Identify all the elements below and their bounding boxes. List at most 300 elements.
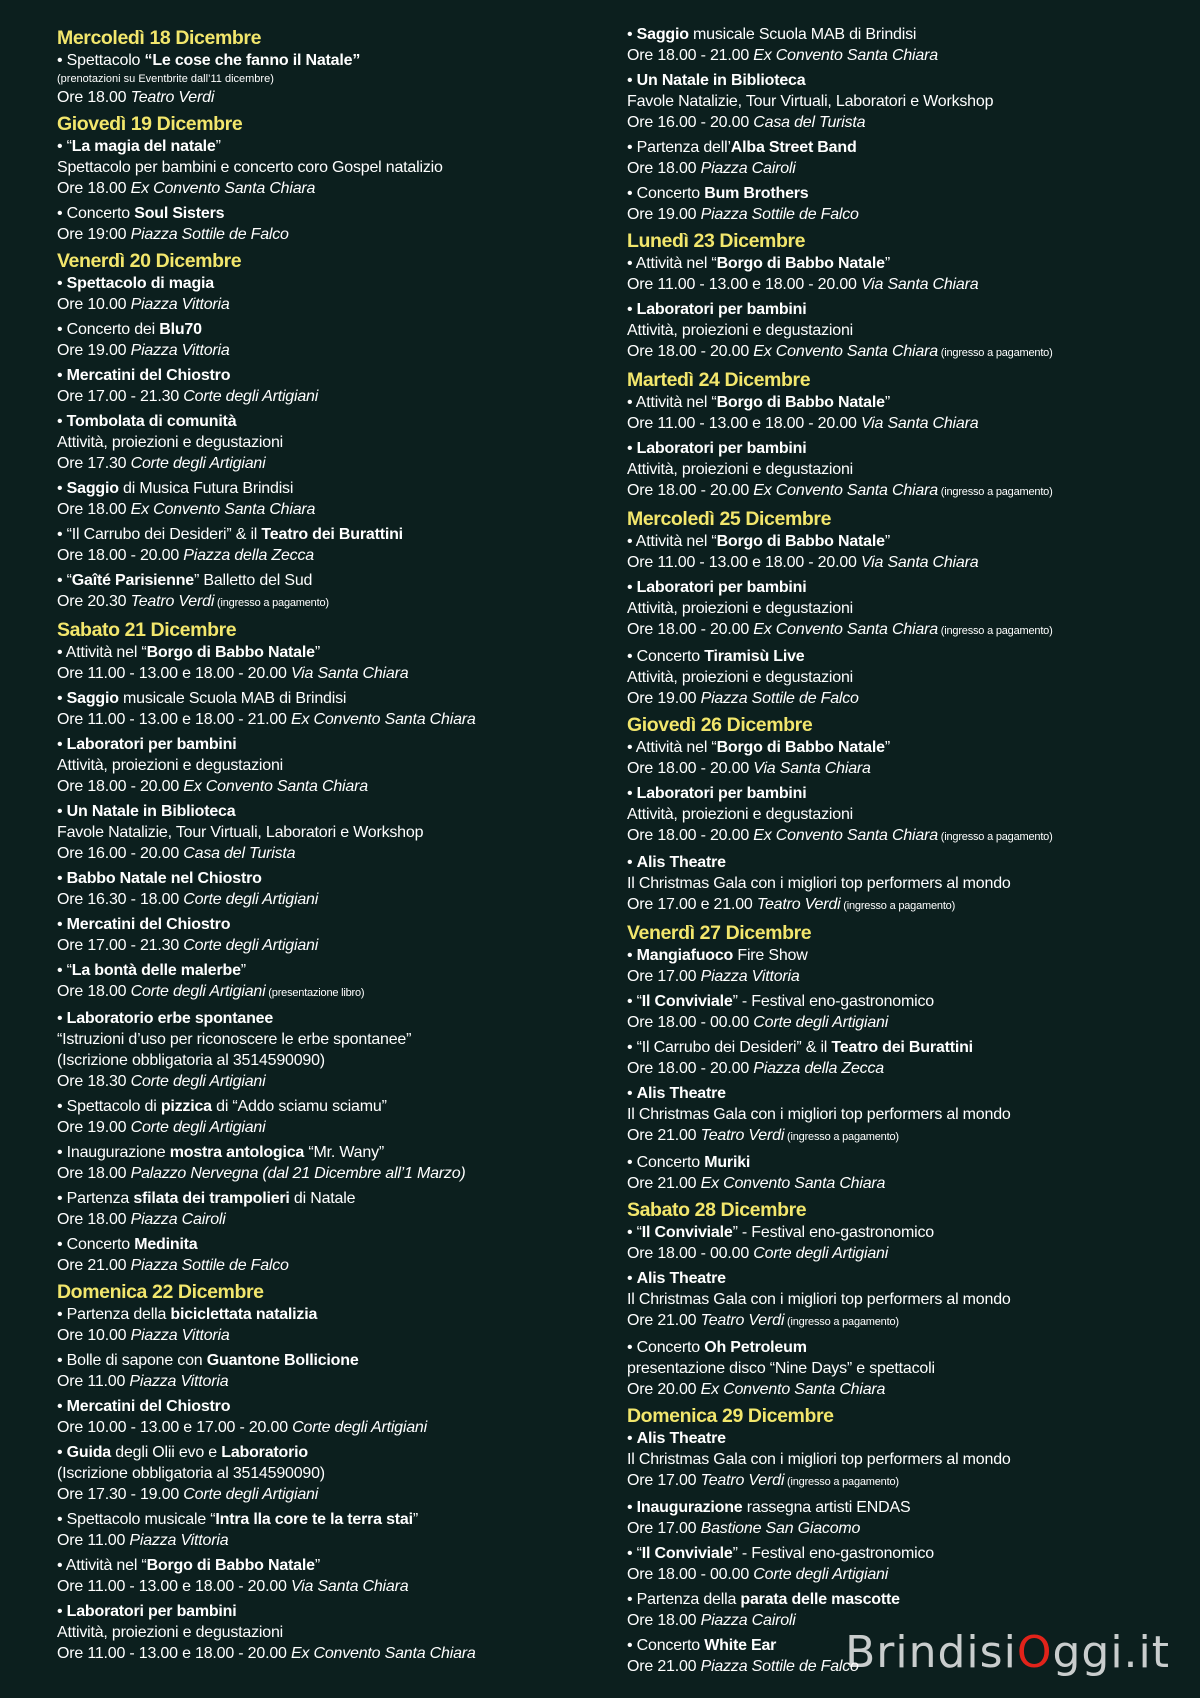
event-text: di “Addo sciamu sciamu” <box>211 1098 387 1115</box>
program-column-left <box>57 22 597 1668</box>
event-line <box>627 577 1187 598</box>
event-item <box>627 1497 1187 1539</box>
program-column-right <box>627 24 1187 1681</box>
event-text: ” - Festival eno-gastronomico <box>732 1224 934 1241</box>
day-section <box>627 229 1187 364</box>
event-text: Ore 17.00 <box>627 1472 701 1489</box>
event-line <box>627 274 1187 295</box>
event-highlight: Laboratori per bambini <box>636 440 807 457</box>
event-item <box>57 642 597 684</box>
event-text: “Istruzioni d’uso per riconoscere le erbe spontanee” <box>57 1031 412 1048</box>
event-line <box>627 459 1187 480</box>
event-item <box>57 960 597 1004</box>
event-text: • <box>627 440 637 457</box>
event-item <box>627 299 1187 364</box>
event-highlight: Gaîté Parisienne <box>71 572 194 589</box>
event-text: Ore 11.00 <box>57 1532 130 1549</box>
event-item <box>627 70 1187 133</box>
day-section <box>57 26 597 108</box>
event-highlight: Saggio <box>66 480 119 497</box>
event-text: Attività, proiezioni e degustazioni <box>627 461 854 478</box>
event-text: Ore 20.30 <box>57 593 131 610</box>
event-item <box>57 365 597 407</box>
event-line <box>57 340 597 361</box>
event-text: • <box>57 1398 67 1415</box>
event-item <box>57 1188 597 1230</box>
event-highlight: Laboratori per bambini <box>66 736 237 753</box>
event-text: • Partenza della <box>57 1306 171 1323</box>
event-item <box>57 1442 597 1505</box>
event-text: Fire Show <box>733 947 808 964</box>
event-venue: Teatro Verdi <box>700 1312 785 1329</box>
event-venue: Corte degli Artigiani <box>183 937 319 954</box>
event-line <box>627 1268 1187 1289</box>
event-highlight: Muriki <box>704 1154 751 1171</box>
event-text: Ore 17.00 <box>627 968 701 985</box>
event-line <box>627 413 1187 434</box>
event-line <box>57 1396 597 1417</box>
event-venue: Teatro Verdi <box>700 1472 785 1489</box>
event-note: (ingresso a pagamento) <box>214 597 329 609</box>
event-line <box>57 1304 597 1325</box>
event-venue: Teatro Verdi <box>130 593 215 610</box>
event-text: Ore 21.00 <box>627 1312 701 1329</box>
day-section <box>627 24 1187 225</box>
event-item <box>57 319 597 361</box>
event-venue: Corte degli Artigiani <box>292 1419 427 1436</box>
event-text: Ore 16.00 - 20.00 <box>57 845 184 862</box>
event-line <box>57 1255 597 1276</box>
event-text: ” <box>884 739 890 756</box>
event-line <box>57 1008 597 1029</box>
event-item <box>627 183 1187 225</box>
event-line <box>57 1350 597 1371</box>
event-venue: Corte degli Artigiani <box>753 1566 889 1583</box>
event-venue: Ex Convento Santa Chiara <box>130 501 316 518</box>
event-venue: Piazza Cairoli <box>130 1211 226 1228</box>
event-venue: Casa del Turista <box>183 845 296 862</box>
event-note: (presentazione libro) <box>265 987 365 999</box>
event-text: Ore 21.00 <box>627 1175 701 1192</box>
event-note: (ingresso a pagamento) <box>937 347 1053 359</box>
event-line <box>627 392 1187 413</box>
event-text: musicale Scuola MAB di Brindisi <box>118 690 347 707</box>
day-title: Giovedì 26 Dicembre <box>627 714 813 736</box>
event-line <box>627 24 1187 45</box>
event-line <box>627 991 1187 1012</box>
event-text: • “ <box>627 1224 642 1241</box>
event-venue: Piazza Vittoria <box>700 968 800 985</box>
event-item <box>627 531 1187 573</box>
event-line <box>627 341 1187 364</box>
event-text: Attività, proiezioni e degustazioni <box>57 1624 284 1641</box>
event-venue: Piazza Sottile de Falco <box>700 206 859 223</box>
event-item <box>57 570 597 614</box>
event-text: Ore 11.00 - 13.00 e 18.00 - 20.00 <box>57 1578 291 1595</box>
event-text: • Concerto <box>627 1154 705 1171</box>
event-line <box>57 87 597 108</box>
event-text: • Attività nel “ <box>57 1557 147 1574</box>
event-line <box>627 1012 1187 1033</box>
day-section <box>57 112 597 245</box>
event-text: • Concerto <box>57 205 135 222</box>
event-venue: Ex Convento Santa Chiara <box>183 778 368 795</box>
event-text: • <box>57 480 67 497</box>
event-text: Ore 17.00 <box>627 1520 701 1537</box>
event-line <box>57 1142 597 1163</box>
event-item <box>627 1037 1187 1079</box>
event-venue: Corte degli Artigiani <box>130 983 266 1000</box>
event-venue: Teatro Verdi <box>756 896 841 913</box>
event-item <box>627 1222 1187 1264</box>
event-line <box>627 299 1187 320</box>
event-text: Ore 18.00 - 20.00 <box>627 621 754 638</box>
event-line <box>627 873 1187 894</box>
event-text: presentazione disco “Nine Days” e spettacoli <box>627 1360 935 1377</box>
event-venue: Corte degli Artigiani <box>183 891 319 908</box>
event-venue: Corte degli Artigiani <box>753 1245 889 1262</box>
event-line <box>627 531 1187 552</box>
event-line <box>627 1358 1187 1379</box>
event-line <box>627 1543 1187 1564</box>
event-venue: Piazza Sottile de Falco <box>130 226 289 243</box>
event-line <box>57 386 597 407</box>
event-item <box>57 868 597 910</box>
event-line <box>627 1243 1187 1264</box>
day-title: Venerdì 20 Dicembre <box>57 250 242 272</box>
event-highlight: Il Conviviale <box>641 993 733 1010</box>
event-item <box>627 577 1187 642</box>
event-highlight: Mangiafuoco <box>636 947 734 964</box>
event-line <box>627 1449 1187 1470</box>
event-text: ” <box>240 962 246 979</box>
event-venue: Casa del Turista <box>753 114 866 131</box>
event-text: Ore 18.00 <box>57 1165 131 1182</box>
event-highlight: Mercatini del Chiostro <box>66 367 231 384</box>
event-venue: Piazza della Zecca <box>183 547 314 564</box>
event-item <box>627 852 1187 917</box>
event-line <box>57 432 597 453</box>
event-text: ” <box>412 1511 419 1528</box>
event-line <box>57 1234 597 1255</box>
event-text: Ore 17.30 - 19.00 <box>57 1486 184 1503</box>
event-item <box>627 137 1187 179</box>
event-text: Ore 11.00 - 13.00 e 18.00 - 20.00 <box>627 276 861 293</box>
event-text: Ore 11.00 - 13.00 e 18.00 - 20.00 <box>57 665 291 682</box>
event-text: • Attività nel “ <box>627 394 717 411</box>
event-line <box>627 737 1187 758</box>
event-venue: Ex Convento Santa Chiara <box>700 1381 886 1398</box>
event-highlight: “Le cose che fanno il Natale” <box>144 52 361 69</box>
event-text: • <box>57 736 67 753</box>
event-highlight: Guantone Bollicione <box>206 1352 359 1369</box>
event-text: • Concerto <box>627 1637 705 1654</box>
day-section <box>627 507 1187 709</box>
event-line <box>627 1058 1187 1079</box>
event-line <box>627 1564 1187 1585</box>
event-text: Attività, proiezioni e degustazioni <box>627 806 854 823</box>
event-highlight: Borgo di Babbo Natale <box>146 644 315 661</box>
event-text: • <box>627 1085 637 1102</box>
event-item <box>57 1601 597 1664</box>
event-highlight: Alis Theatre <box>636 854 726 871</box>
event-line <box>57 273 597 294</box>
event-text: Favole Natalizie, Tour Virtuali, Laboratori e Workshop <box>57 824 424 841</box>
event-line <box>627 852 1187 873</box>
event-venue: Piazza Vittoria <box>130 1327 230 1344</box>
watermark-accent-letter: O <box>1016 1627 1053 1678</box>
event-highlight: Laboratorio <box>221 1444 308 1461</box>
event-item <box>627 392 1187 434</box>
event-text: • <box>627 72 637 89</box>
event-text: Ore 11.00 - 13.00 e 18.00 - 21.00 <box>57 711 291 728</box>
day-title: Sabato 21 Dicembre <box>57 619 237 641</box>
day-section <box>57 618 597 1276</box>
day-title: Mercoledì 25 Dicembre <box>627 508 832 530</box>
event-line <box>57 524 597 545</box>
event-highlight: Borgo di Babbo Natale <box>716 394 885 411</box>
event-line <box>57 178 597 199</box>
day-title: Martedì 24 Dicembre <box>627 369 811 391</box>
event-text: • Attività nel “ <box>57 644 147 661</box>
event-text: Attività, proiezioni e degustazioni <box>627 322 854 339</box>
event-highlight: Borgo di Babbo Natale <box>146 1557 315 1574</box>
event-highlight: Spettacolo di magia <box>66 275 214 292</box>
event-line <box>57 157 597 178</box>
event-venue: Ex Convento Santa Chiara <box>753 482 938 499</box>
event-line <box>627 253 1187 274</box>
event-line <box>627 1379 1187 1400</box>
event-text: Ore 16.30 - 18.00 <box>57 891 184 908</box>
event-text: ” <box>314 1557 320 1574</box>
event-text: • Concerto <box>57 1236 135 1253</box>
event-line <box>57 960 597 981</box>
event-venue: Ex Convento Santa Chiara <box>700 1175 886 1192</box>
event-text: Il Christmas Gala con i migliori top performers al mondo <box>627 875 1011 892</box>
event-text: Ore 10.00 <box>57 1327 131 1344</box>
event-note: (ingresso a pagamento) <box>784 1131 899 1143</box>
event-highlight: Mercatini del Chiostro <box>66 916 231 933</box>
event-highlight: Il Conviviale <box>641 1545 733 1562</box>
day-section <box>627 1198 1187 1400</box>
event-line <box>57 1209 597 1230</box>
event-note: (ingresso a pagamento) <box>784 1316 899 1328</box>
brindisioggi-watermark <box>845 1628 1170 1678</box>
event-text: Ore 19.00 <box>627 690 701 707</box>
event-item <box>627 1268 1187 1333</box>
event-line <box>627 1518 1187 1539</box>
event-venue: Piazza Vittoria <box>130 342 230 359</box>
event-note: (ingresso a pagamento) <box>937 831 1053 843</box>
event-text: Ore 18.00 - 20.00 <box>627 760 754 777</box>
event-text: • “ <box>627 1545 642 1562</box>
event-text: • <box>57 413 67 430</box>
event-venue: Piazza Sottile de Falco <box>700 1658 859 1675</box>
event-line <box>57 1188 597 1209</box>
day-section <box>627 921 1187 1194</box>
event-venue: Via Santa Chiara <box>290 665 409 682</box>
event-venue: Piazza Cairoli <box>700 160 796 177</box>
event-text: Attività, proiezioni e degustazioni <box>57 434 284 451</box>
event-venue: Via Santa Chiara <box>860 554 979 571</box>
event-text: Ore 18.00 - 00.00 <box>627 1566 754 1583</box>
event-line <box>57 1555 597 1576</box>
event-text: • Concerto dei <box>57 321 160 338</box>
event-note: (ingresso a pagamento) <box>840 900 956 912</box>
event-text: Ore 11.00 <box>57 1373 130 1390</box>
event-text: Ore 18.30 <box>57 1073 131 1090</box>
event-highlight: Alba Street Band <box>730 139 857 156</box>
event-line <box>57 734 597 755</box>
event-item <box>57 136 597 199</box>
event-venue: Piazza Vittoria <box>129 1532 229 1549</box>
event-line <box>627 438 1187 459</box>
event-line <box>57 642 597 663</box>
event-item <box>627 438 1187 503</box>
event-item <box>627 991 1187 1033</box>
day-title: Sabato 28 Dicembre <box>627 1199 807 1221</box>
event-line <box>627 804 1187 825</box>
event-line <box>57 1371 597 1392</box>
event-item <box>57 1096 597 1138</box>
event-venue: Ex Convento Santa Chiara <box>290 711 476 728</box>
event-line <box>57 1442 597 1463</box>
event-item <box>57 524 597 566</box>
event-text: Ore 18.00 - 00.00 <box>627 1014 754 1031</box>
event-venue: Ex Convento Santa Chiara <box>753 827 938 844</box>
event-text: • Concerto <box>627 185 705 202</box>
event-line <box>57 1163 597 1184</box>
event-text: Ore 18.00 <box>57 1211 131 1228</box>
event-text: • <box>57 870 67 887</box>
event-text: (Iscrizione obbligatoria al 3514590090) <box>57 1052 325 1069</box>
event-line <box>57 1325 597 1346</box>
event-text: • <box>627 947 637 964</box>
event-item <box>57 50 597 108</box>
event-line <box>627 688 1187 709</box>
event-highlight: Inaugurazione <box>636 1499 743 1516</box>
event-highlight: Laboratori per bambini <box>66 1603 237 1620</box>
event-highlight: Borgo di Babbo Natale <box>716 739 885 756</box>
event-highlight: sfilata dei trampolieri <box>133 1190 290 1207</box>
event-line <box>57 889 597 910</box>
event-line <box>57 755 597 776</box>
event-text: Spettacolo per bambini e concerto coro Gospel natalizio <box>57 159 443 176</box>
event-text: Ore 18.00 <box>57 180 131 197</box>
event-line <box>57 843 597 864</box>
day-title: Giovedì 19 Dicembre <box>57 113 243 135</box>
event-venue: Corte degli Artigiani <box>753 1014 889 1031</box>
event-text: • “ <box>627 993 642 1010</box>
event-highlight: pizzica <box>160 1098 212 1115</box>
event-venue: Via Santa Chiara <box>860 276 979 293</box>
event-venue: Ex Convento Santa Chiara <box>130 180 316 197</box>
event-text: • <box>57 1444 67 1461</box>
event-item <box>627 24 1187 66</box>
event-highlight: Babbo Natale nel Chiostro <box>66 870 262 887</box>
event-text: Favole Natalizie, Tour Virtuali, Laboratori e Workshop <box>627 93 994 110</box>
event-text: Ore 17.00 - 21.30 <box>57 937 184 954</box>
event-line <box>57 1117 597 1138</box>
event-text: • <box>57 1603 67 1620</box>
event-item <box>627 737 1187 779</box>
event-venue: Via Santa Chiara <box>753 760 871 777</box>
event-highlight: Alis Theatre <box>636 1085 726 1102</box>
event-item <box>57 801 597 864</box>
event-venue: Bastione San Giacomo <box>700 1520 861 1537</box>
day-title: Venerdì 27 Dicembre <box>627 922 812 944</box>
event-line <box>627 1289 1187 1310</box>
event-line <box>627 1337 1187 1358</box>
event-highlight: Alis Theatre <box>636 1430 726 1447</box>
event-text: Ore 19.00 <box>57 1119 131 1136</box>
event-line <box>57 1530 597 1551</box>
event-text: Ore 10.00 <box>57 296 131 313</box>
event-text: • Inaugurazione <box>57 1144 170 1161</box>
event-line <box>57 136 597 157</box>
event-text: • <box>627 26 637 43</box>
event-text: di Natale <box>289 1190 356 1207</box>
event-text: • Concerto <box>627 1339 705 1356</box>
event-item <box>627 646 1187 709</box>
event-line <box>627 894 1187 917</box>
event-line <box>627 1497 1187 1518</box>
event-item <box>627 1152 1187 1194</box>
event-highlight: mostra antologica <box>169 1144 305 1161</box>
event-line <box>627 945 1187 966</box>
event-text: • Attività nel “ <box>627 533 717 550</box>
event-line <box>627 758 1187 779</box>
event-highlight: Un Natale in Biblioteca <box>636 72 806 89</box>
event-note: (ingresso a pagamento) <box>937 625 1053 637</box>
event-note <box>57 71 597 87</box>
event-highlight: La magia del natale <box>71 138 216 155</box>
event-text: Ore 16.00 - 20.00 <box>627 114 754 131</box>
event-line <box>627 1083 1187 1104</box>
event-line <box>57 981 597 1004</box>
event-venue: Ex Convento Santa Chiara <box>753 47 938 64</box>
event-highlight: Oh Petroleum <box>704 1339 807 1356</box>
event-text: Ore 18.00 <box>57 89 131 106</box>
event-line <box>627 783 1187 804</box>
event-item <box>627 1428 1187 1493</box>
event-line <box>57 1622 597 1643</box>
event-text: ” <box>215 138 221 155</box>
event-text: • “Il Carrubo dei Desideri” & il <box>627 1039 832 1056</box>
event-text: • <box>627 1430 637 1447</box>
event-venue: Ex Convento Santa Chiara <box>753 621 938 638</box>
event-item <box>627 1589 1187 1631</box>
day-title: Mercoledì 18 Dicembre <box>57 27 262 49</box>
event-text: • Attività nel “ <box>627 739 717 756</box>
event-text: Ore 18.00 <box>627 160 701 177</box>
event-text: ” - Festival eno-gastronomico <box>732 1545 934 1562</box>
event-text: rassegna artisti ENDAS <box>742 1499 911 1516</box>
event-text: Attività, proiezioni e degustazioni <box>57 757 284 774</box>
event-line <box>627 91 1187 112</box>
event-text: ” - Festival eno-gastronomico <box>732 993 934 1010</box>
event-highlight: White Ear <box>704 1637 777 1654</box>
event-line <box>57 801 597 822</box>
event-line <box>627 1173 1187 1194</box>
event-line <box>627 183 1187 204</box>
event-line <box>627 1428 1187 1449</box>
event-item <box>57 1350 597 1392</box>
event-text: Attività, proiezioni e degustazioni <box>627 669 854 686</box>
event-text: Ore 19.00 <box>627 206 701 223</box>
event-line <box>627 1222 1187 1243</box>
event-venue: Ex Convento Santa Chiara <box>290 1645 476 1662</box>
